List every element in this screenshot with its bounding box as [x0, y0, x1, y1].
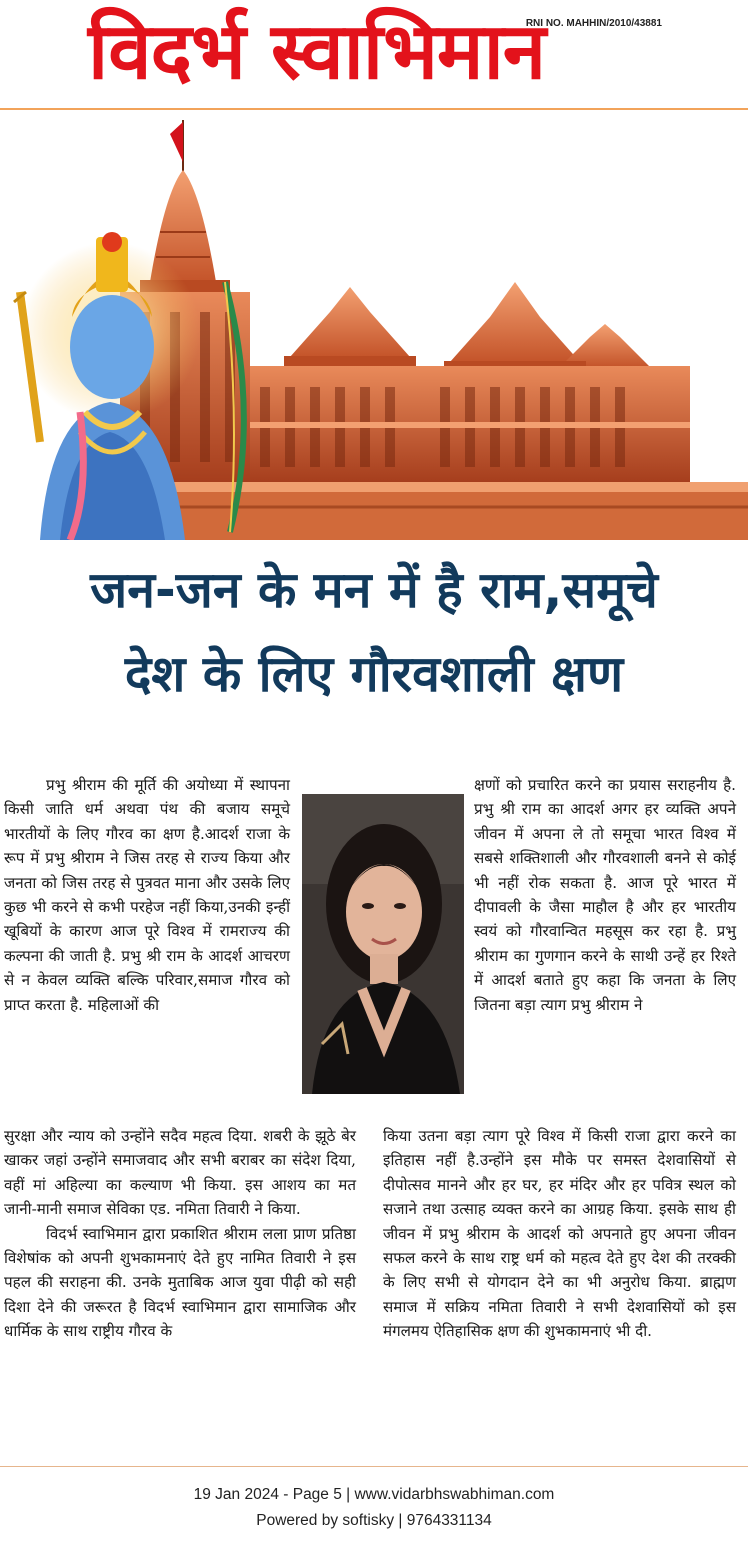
hero-illustration	[0, 112, 748, 540]
article-column-right-top	[474, 773, 736, 1017]
masthead	[0, 0, 748, 110]
article-paragraph: विदर्भ स्वाभिमान द्वारा प्रकाशित श्रीराम लला प्राण प्रतिष्ठा विशेषांक को अपनी शुभकामनाएं देते हुए नामित तिवारी ने इस पहल की सराहना की. उनके मुताबिक आज युवा पीढ़ी को सही दिशा देने की जरूरत है विदर्भ स्वाभिमान द्वारा सामाजिक और धार्मिक के साथ राष्ट्रीय गौरव के	[4, 1224, 356, 1341]
portrait-photo-icon	[302, 794, 464, 1094]
footer-date-page: 19 Jan 2024 - Page 5 | www.vidarbhswabhiman.com	[193, 1486, 555, 1503]
footer	[0, 1482, 748, 1534]
article-column-left-bottom	[4, 1124, 356, 1344]
footer-divider	[0, 1466, 748, 1467]
author-photo	[302, 794, 464, 1094]
article-paragraph: सुरक्षा और न्याय को उन्होंने सदैव महत्व दिया. शबरी के झूठे बेर खाकर जहां उन्होंने समाजवाद और सभी बराबर का संदेश दिया, वहीं मां अहिल्या का कल्याण भी किया. इस आशय का मत जानी-मानी समाज सेविका एड. नमिता तिवारी ने किया.	[4, 1127, 356, 1219]
article-paragraph: प्रभु श्रीराम की मूर्ति की अयोध्या में स्थापना किसी जाति धर्म अथवा पंथ की बजाय समूचे भारतीयों के लिए गौरव का क्षण है.आदर्श राजा के रूप में प्रभु श्रीराम ने जिस तरह से राज्य किया और जनता को जिस तरह से पुत्रवत माना और उसके लिए कुछ भी करने से कभी परहेज नहीं किया,उनकी इन्हीं खूबियों के कारण आज पूरे विश्व में रामराज्य की कल्पना की जाती है. प्रभु श्री राम के आदर्श आचरण से न केवल व्यक्ति बल्कि परिवार,समाज गौरव को प्राप्त करता है. महिलाओं की	[4, 776, 290, 1014]
rni-number: RNI NO. MAHHIN/2010/43881	[525, 18, 662, 29]
article-column-left-top	[4, 773, 290, 1017]
article-paragraph: क्षणों को प्रचारित करने का प्रयास सराहनीय है. प्रभु श्री राम का आदर्श अगर हर व्यक्ति अपने जीवन में अपना ले तो समूचा भारत विश्व में सबसे शक्तिशाली और गौरवशाली बनने से कोई भी नहीं रोक सकता है. आज पूरे भारत में दीपावली के जैसा माहौल है और हर भारतीय स्वयं को गौरवान्वित महसूस कर रहा है. प्रभु श्रीराम का गुणगान करने के साथी उन्हें हर रिश्ते में आदर्श बताते हुए कहा कि जनता के लिए जितना बड़ा त्याग प्रभु श्रीराम ने	[474, 776, 736, 1014]
article-column-right-bottom	[383, 1124, 736, 1344]
newspaper-title: विदर्भ स्वाभिमान	[88, 7, 546, 97]
ram-mandir-illustration-icon	[0, 112, 748, 540]
headline	[0, 548, 748, 716]
masthead-divider	[0, 108, 748, 110]
headline-line-1: जन-जन के मन में है राम,समूचे	[90, 561, 658, 619]
footer-credits: Powered by softisky | 9764331134	[256, 1512, 492, 1529]
headline-line-2: देश के लिए गौरवशाली क्षण	[124, 645, 624, 703]
article-paragraph: किया उतना बड़ा त्याग पूरे विश्व में किसी राजा द्वारा करने का इतिहास नहीं है.उन्होंने इस मौके पर समस्त देशवासियों से दीपोत्सव मानने और हर घर, हर मंदिर और हर पवित्र स्थल को सजाने तथा उत्साह व्यक्त करने का आग्रह किया. इसके साथ ही जीवन में प्रभु श्रीराम के आदर्श को अपनाते हुए अपना जीवन सफल करने के साथ राष्ट्र धर्म को महत्व देते हुए देश की तरक्की के लिए सभी से योगदान देने का भी अनुरोध किया. ब्राह्मण समाज में सक्रिय नमिता तिवारी ने सभी देशवासियों को इस मंगलमय ऐतिहासिक क्षण की शुभकामनाएं भी दी.	[383, 1127, 736, 1341]
